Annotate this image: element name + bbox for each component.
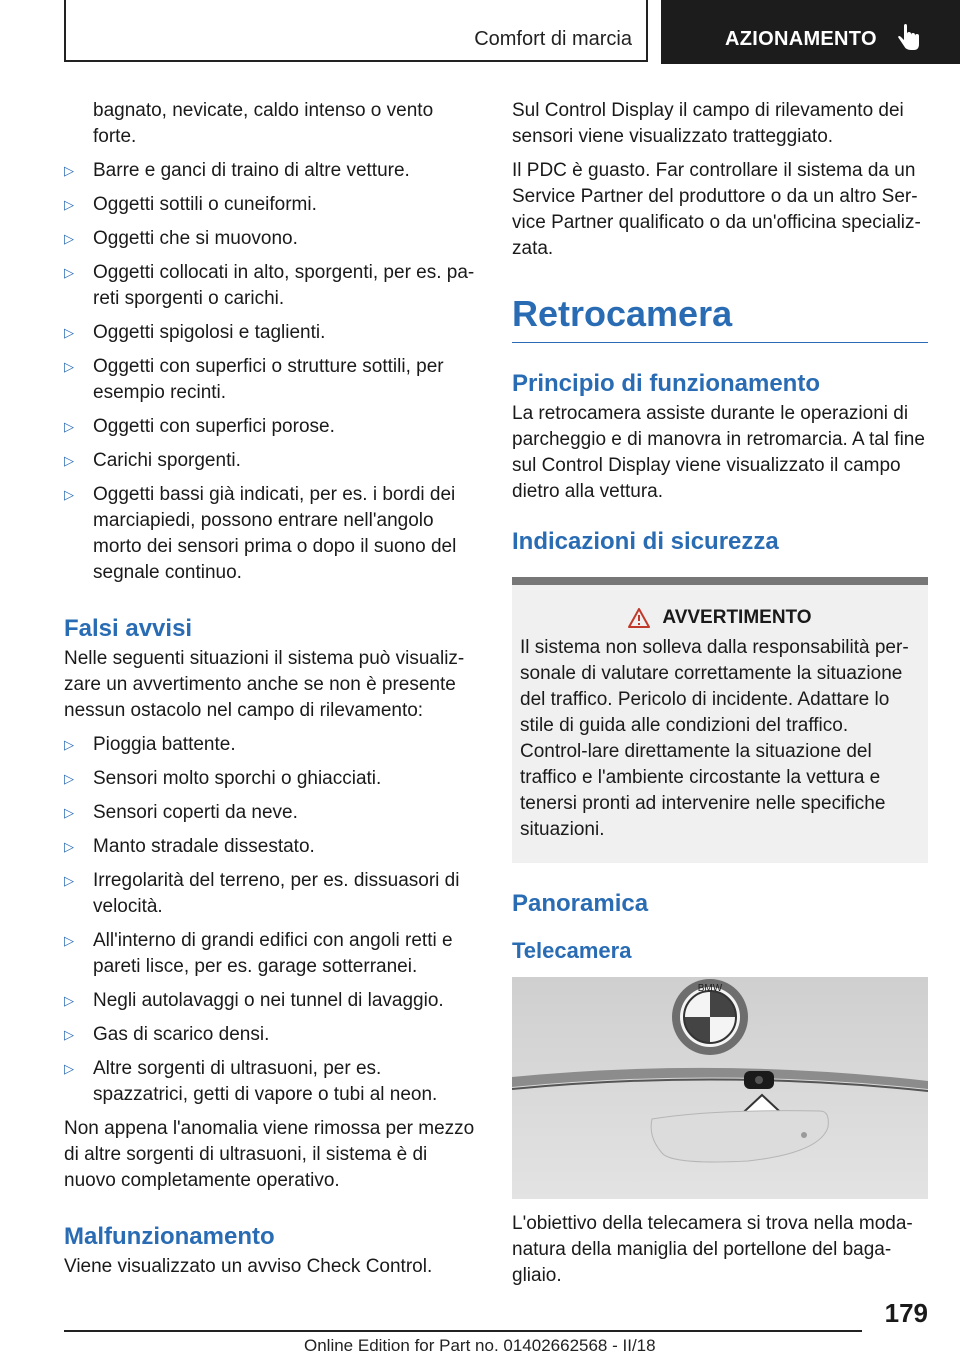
bullet-triangle-icon: ▷ — [64, 359, 74, 374]
rear-camera-photo — [512, 977, 928, 1199]
warning-box — [512, 577, 928, 863]
bullet-triangle-icon: ▷ — [64, 737, 74, 752]
list-item: ▷ All'interno di grandi edifici con angoli retti e pareti lisce, per es. garage sotterranei. — [64, 930, 453, 977]
list-item: ▷ Oggetti con superfici o strutture sottili, per esempio recinti. — [64, 356, 444, 403]
list-item: ▷ Barre e ganci di traino di altre vetture. — [64, 158, 480, 184]
warning-text: Il sistema non solleva dalla responsabilità per‐sonale di valutare correttamente la situazione del traffico. Pericolo di incidente. Adattare lo stile di guida alle condizioni del traffico. Control‐lare direttamente la situazione del traffico e l'ambiente circostante la vettura e tenersi pronti ad intervenire nelle specifiche situazioni. — [520, 637, 909, 840]
bullet-triangle-icon: ▷ — [64, 1027, 74, 1042]
bullet-triangle-icon: ▷ — [64, 453, 74, 468]
list-item: ▷ Oggetti collocati in alto, sporgenti, per es. pa‐reti sporgenti o carichi. — [64, 262, 475, 309]
list-item: ▷ Gas di scarico densi. — [64, 1022, 480, 1048]
footer-divider — [64, 1330, 862, 1332]
pdc-fault-text: Il PDC è guasto. Far controllare il sistema da un Service Partner del produttore o da un altro Ser‐vice Partner qualificato o da un'officina specializ‐zata. — [512, 160, 921, 259]
edition-text: Online Edition for Part no. 01402662568 - II/18 — [304, 1336, 656, 1355]
bullet-triangle-icon: ▷ — [64, 197, 74, 212]
bullet-triangle-icon: ▷ — [64, 1061, 74, 1076]
list-item: ▷ Altre sorgenti di ultrasuoni, per es. spazzatrici, getti di vapore o tubi al neon. — [64, 1058, 438, 1105]
control-display-text: Sul Control Display il campo di rilevamento dei sensori viene visualizzato tratteggiato. — [512, 100, 904, 147]
warning-header — [520, 605, 920, 631]
section-title-principio: Principio di funzionamento — [512, 370, 820, 397]
photo-logo-text: BMW — [697, 983, 723, 994]
header-chapter-title: AZIONAMENTO — [725, 28, 877, 50]
bullet-triangle-icon: ▷ — [64, 487, 74, 502]
hand-pointer-icon — [895, 24, 921, 52]
bullet-triangle-icon: ▷ — [64, 231, 74, 246]
obstacles-list — [64, 158, 480, 586]
list-item: ▷ Sensori coperti da neve. — [64, 800, 480, 826]
page-number: 179 — [884, 1298, 928, 1328]
intro-continuation: bagnato, nevicate, caldo intenso o vento forte. — [93, 100, 434, 147]
list-item: ▷ Carichi sporgenti. — [64, 448, 480, 474]
bullet-triangle-icon: ▷ — [64, 163, 74, 178]
list-item: ▷ Oggetti sottili o cuneiformi. — [64, 192, 480, 218]
bullet-triangle-icon: ▷ — [64, 265, 74, 280]
section-title-sicurezza: Indicazioni di sicurezza — [512, 528, 779, 555]
page-header — [0, 0, 960, 66]
title-divider — [512, 342, 928, 343]
subsection-title-telecamera: Telecamera — [512, 938, 632, 963]
bullet-triangle-icon: ▷ — [64, 325, 74, 340]
list-item: ▷ Irregolarità del terreno, per es. dissuasori di velocità. — [64, 870, 460, 917]
header-chapter-tab[interactable] — [661, 0, 960, 64]
section-title-panoramica: Panoramica — [512, 890, 649, 917]
bullet-triangle-icon: ▷ — [64, 771, 74, 786]
right-column — [512, 98, 928, 1297]
warning-triangle-icon — [628, 608, 650, 628]
list-item: ▷ Oggetti che si muovono. — [64, 226, 480, 252]
left-column — [64, 98, 480, 1288]
list-item: ▷ Oggetti bassi già indicati, per es. i bordi dei marciapiedi, possono entrare nell'angolo morto dei sensori prima o dopo il suono del segnale continuo. — [64, 484, 457, 583]
chapter-title-retrocamera: Retrocamera — [512, 293, 733, 334]
warning-title: AVVERTIMENTO — [662, 607, 812, 628]
camera-caption: L'obiettivo della telecamera si trova nella moda‐natura della maniglia del portellone del baga‐gliaio. — [512, 1213, 913, 1286]
list-item: ▷ Pioggia battente. — [64, 732, 480, 758]
list-item: ▷ Oggetti spigolosi e taglienti. — [64, 320, 480, 346]
section-title-malfunzionamento: Malfunzionamento — [64, 1223, 275, 1250]
section-title-falsi-avvisi: Falsi avvisi — [64, 615, 193, 642]
bullet-triangle-icon: ▷ — [64, 805, 74, 820]
list-item: ▷ Negli autolavaggi o nei tunnel di lavaggio. — [64, 988, 480, 1014]
list-item: ▷ Manto stradale dissestato. — [64, 834, 480, 860]
falsi-avvisi-text: Nelle seguenti situazioni il sistema può visualiz‐zare un avvertimento anche se non è presente nessun ostacolo nel campo di rilevamento: — [64, 648, 465, 721]
bullet-triangle-icon: ▷ — [64, 873, 74, 888]
bullet-triangle-icon: ▷ — [64, 933, 74, 948]
principio-text: La retrocamera assiste durante le operazioni di parcheggio e di manovra in retromarcia. A tal fine sul Control Display viene visualizzato il campo dietro alla vettura. — [512, 403, 925, 502]
header-section-title: Comfort di marcia — [474, 28, 632, 50]
list-item: ▷ Sensori molto sporchi o ghiacciati. — [64, 766, 480, 792]
list-item: ▷ Oggetti con superfici porose. — [64, 414, 480, 440]
malfunzionamento-text: Viene visualizzato un avviso Check Control. — [64, 1256, 433, 1277]
false-alarms-list — [64, 732, 480, 1108]
header-section-box — [64, 0, 648, 62]
bullet-triangle-icon: ▷ — [64, 993, 74, 1008]
recovery-text: Non appena l'anomalia viene rimossa per mezzo di altre sorgenti di ultrasuoni, il sistema è di nuovo completamente operativo. — [64, 1118, 475, 1191]
bullet-triangle-icon: ▷ — [64, 419, 74, 434]
bullet-triangle-icon: ▷ — [64, 839, 74, 854]
